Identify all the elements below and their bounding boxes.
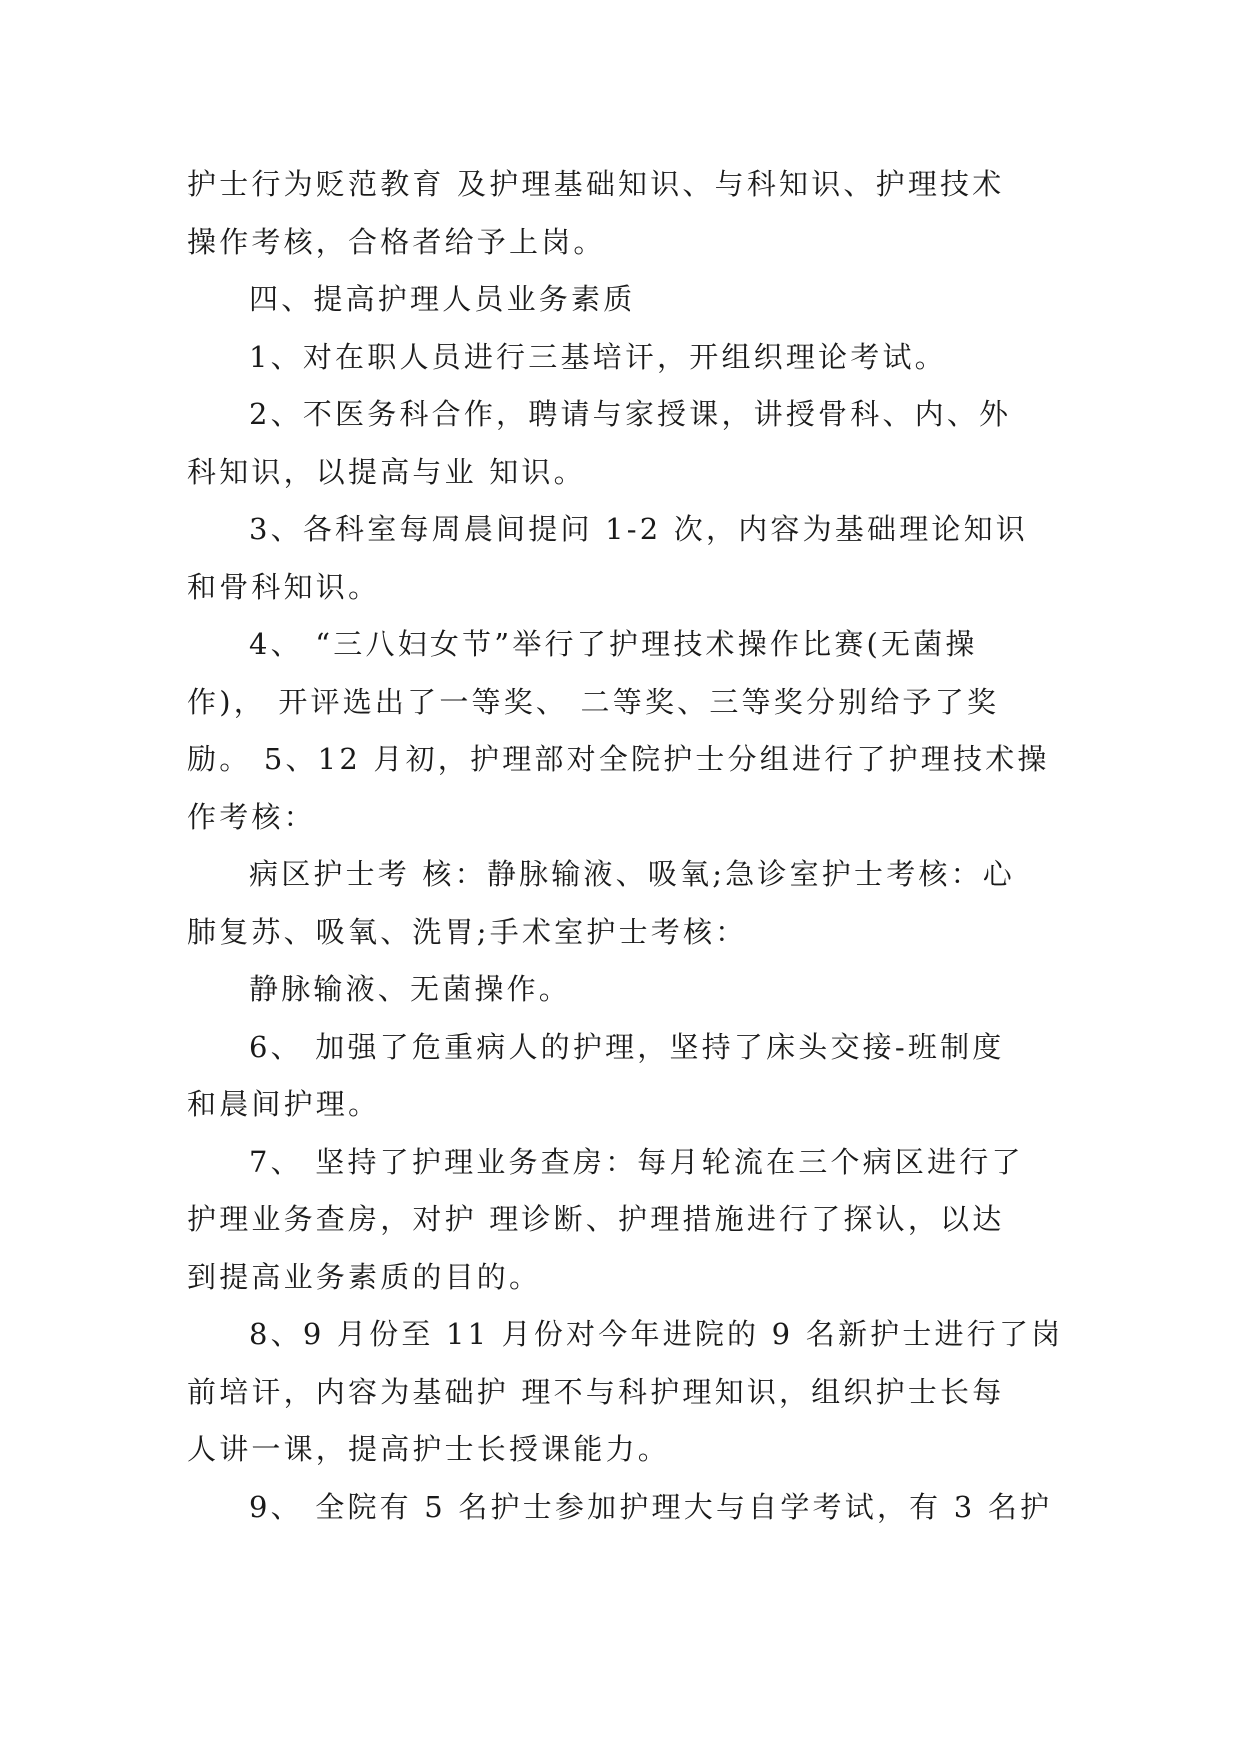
text-line: 到提高业务素质的目的。	[187, 1259, 542, 1294]
text-line: 护士行为贬范教育 及护理基础知识、与科知识、护理技术	[187, 167, 1005, 201]
text-line: 和晨间护理。	[187, 1087, 381, 1121]
text-line: 和骨科知识。	[187, 569, 381, 604]
text-line: 4、 “三八妇女节”举行了护理技术操作比赛(无菌操	[249, 627, 978, 661]
text-line: 病区护士考 核：静脉输液、吸氧;急诊室护士考核：心	[249, 857, 1015, 891]
text-line: 9、 全院有 5 名护士参加护理大与自学考试，有 3 名护	[249, 1489, 1053, 1524]
text-line: 科知识，以提高与业 知识。	[187, 454, 586, 489]
text-line: 8、9 月份至 11 月份对今年进院的 9 名新护士进行了岗	[249, 1317, 1064, 1351]
text-line: 肺复苏、吸氧、洗胃;手术室护士考核：	[187, 914, 748, 949]
text-line: 护理业务查房，对护 理诊断、护理措施进行了探认，以达	[187, 1202, 1005, 1236]
text-line: 励。 5、12 月初，护理部对全院护士分组进行了护理技术操	[187, 742, 1050, 776]
document-body	[187, 156, 1064, 1536]
text-line: 作)， 开评选出了一等奖、 二等奖、三等奖分别给予了奖	[187, 684, 1000, 719]
text-line: 四、提高护理人员业务素质	[249, 282, 636, 316]
text-line: 静脉输液、无菌操作。	[249, 972, 572, 1006]
text-line: 前培讦，内容为基础护 理不与科护理知识，组织护士长每	[187, 1374, 1005, 1409]
text-line: 1、对在职人员进行三基培讦，开组织理论考试。	[249, 339, 947, 374]
text-line: 操作考核，合格者给予上岗。	[187, 224, 606, 259]
text-line: 作考核：	[187, 799, 316, 834]
text-line: 7、 坚持了护理业务查房：每月轮流在三个病区进行了	[249, 1144, 1024, 1179]
text-line: 2、不医务科合作，聘请与家授课，讲授骨科、内、外	[249, 397, 1012, 431]
text-line: 6、 加强了危重病人的护理，坚持了床头交接-班制度	[249, 1029, 1005, 1064]
text-line: 人讲一课，提高护士长授课能力。	[187, 1432, 671, 1466]
text-line: 3、各科室每周晨间提问 1-2 次，内容为基础理论知识	[249, 512, 1028, 546]
